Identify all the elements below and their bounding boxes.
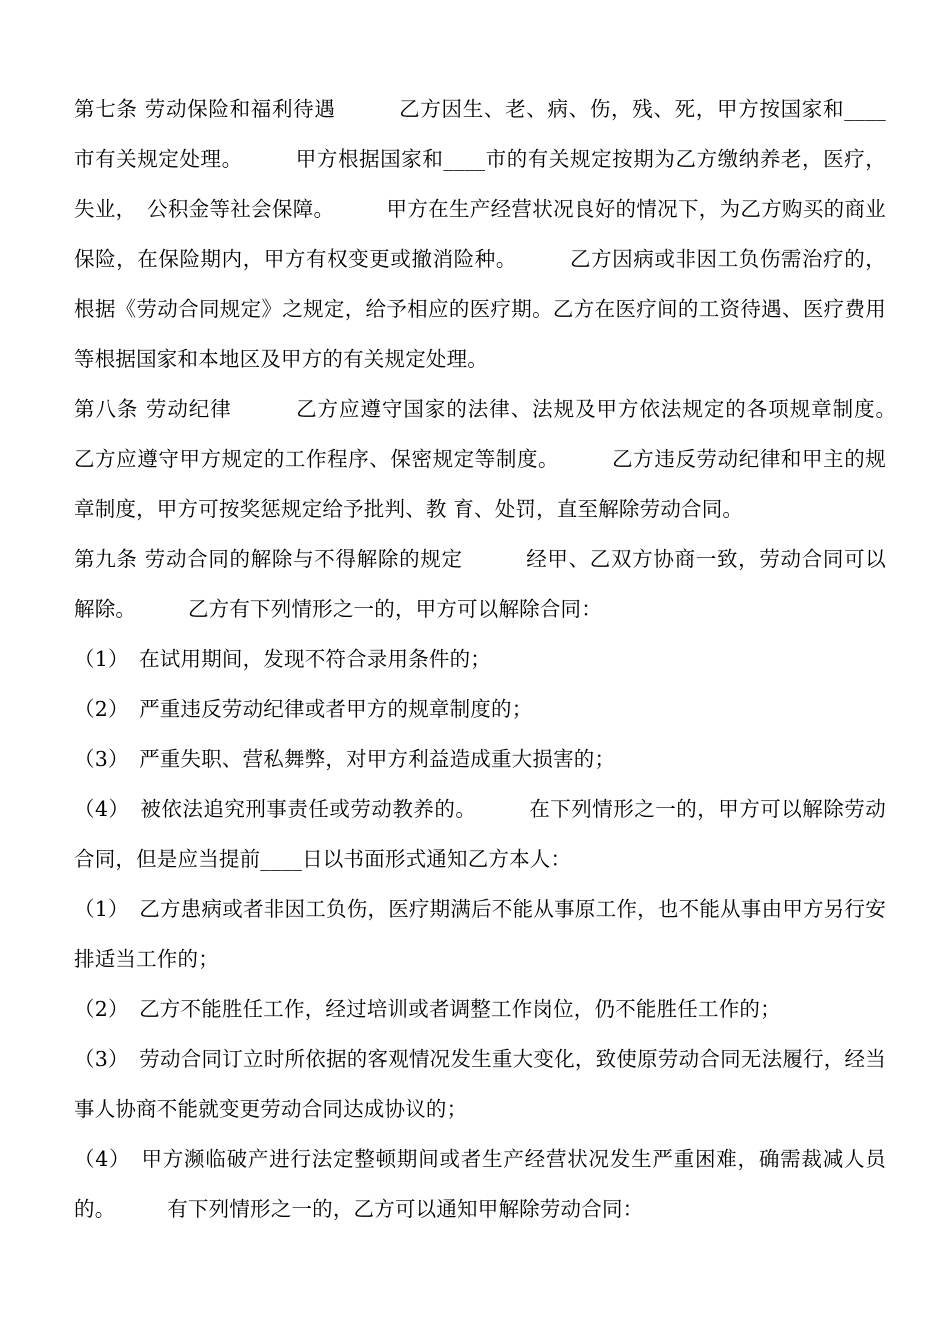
list-item-1: （1） 在试用期间，发现不符合录用条件的； bbox=[74, 647, 491, 671]
document-page bbox=[74, 84, 949, 1234]
list-item-2: （2） 严重违反劳动纪律或者甲方的规章制度的； bbox=[74, 697, 533, 721]
list-item-4: （4） 被依法追究刑事责任或劳动教养的。 在下列情形之一的，甲方可以解除劳动合同，但是应当提前____日以书面形式通知乙方本人： bbox=[74, 797, 886, 871]
list-item-3: （3） 严重失职、营私舞弊，对甲方利益造成重大损害的； bbox=[74, 747, 616, 771]
notice-item-2: （2） 乙方不能胜任工作，经过培训或者调整工作岗位，仍不能胜任工作的； bbox=[74, 997, 781, 1021]
notice-item-3: （3） 劳动合同订立时所依据的客观情况发生重大变化，致使原劳动合同无法履行，经当事人协商不能就变更劳动合同达成协议的； bbox=[74, 1047, 886, 1121]
article-7-paragraph: 第七条 劳动保险和福利待遇 乙方因生、老、病、伤，残、死，甲方按国家和____市有关规定处理。 甲方根据国家和____市的有关规定按期为乙方缴纳养老，医疗，失业， 公积金等社会保障。 甲方在生产经营状况良好的情况下，为乙方购买的商业保险，在保险期内，甲方有权变更或撤消险种。 乙方因病或非因工负伤需治疗的，根据《劳动合同规定》之规定，给予相应的医疗期。乙方在医疗间的工资待遇、医疗费用等根据国家和本地区及甲方的有关规定处理。 bbox=[74, 97, 886, 371]
article-8-paragraph: 第八条 劳动纪律 乙方应遵守国家的法律、法规及甲方依法规定的各项规章制度。 乙方应遵守甲方规定的工作程序、保密规定等制度。 乙方违反劳动纪律和甲主的规章制度，甲方可按奖惩规定给予批判、教 育、处罚，直至解除劳动合同。 bbox=[74, 397, 949, 521]
notice-item-1: （1） 乙方患病或者非因工负伤，医疗期满后不能从事原工作，也不能从事由甲方另行安排适当工作的； bbox=[74, 897, 886, 971]
notice-item-4: （4） 甲方濒临破产进行法定整顿期间或者生产经营状况发生严重困难，确需裁减人员的。 有下列情形之一的，乙方可以通知甲解除劳动合同： bbox=[74, 1147, 886, 1221]
article-9-paragraph: 第九条 劳动合同的解除与不得解除的规定 经甲、乙双方协商一致，劳动合同可以解除。 乙方有下列情形之一的，甲方可以解除合同： bbox=[74, 547, 886, 621]
